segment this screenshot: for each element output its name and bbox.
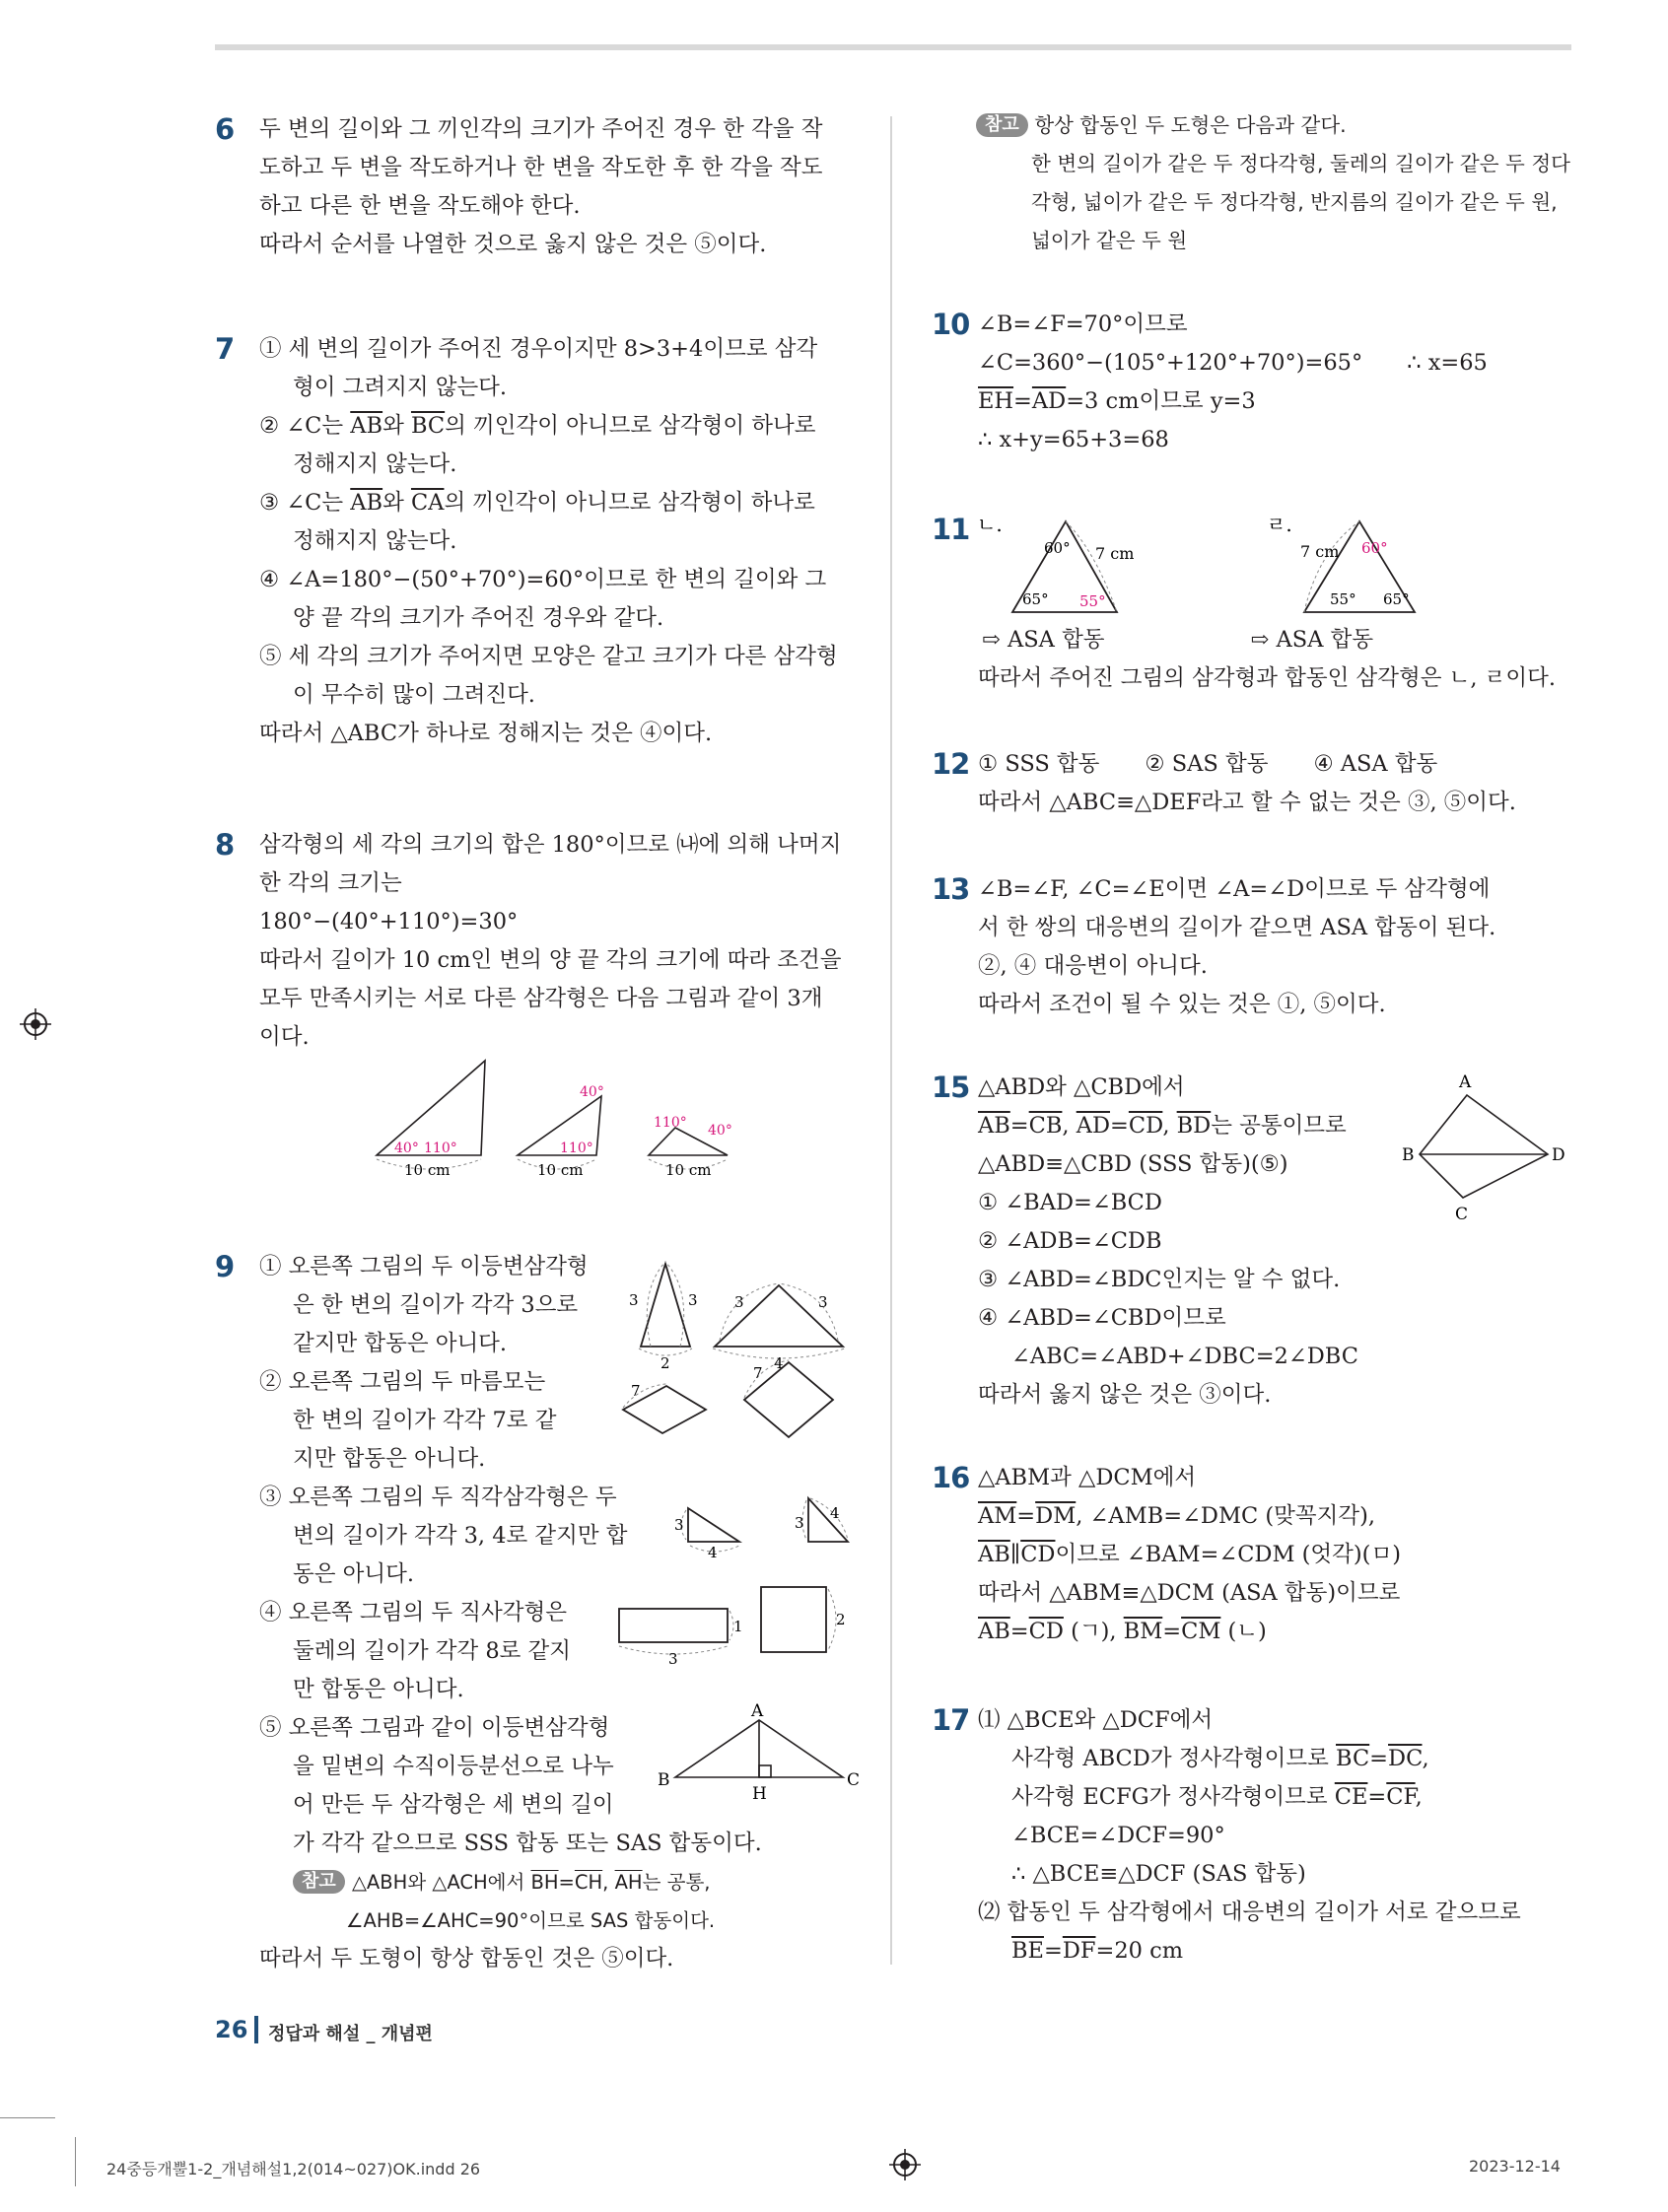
length-label: 2 [836,1611,846,1628]
text-line: 도하고 두 변을 작도하거나 한 변을 작도한 후 한 각을 작도 [259,155,823,180]
length-label: 3 [795,1514,804,1532]
text-line: ④ ∠ABD=∠CBD이므로 [978,1305,1226,1331]
vertex-label: B [1402,1145,1415,1165]
text-line: $\overline{BE}=\overline{DF}=20$ cm [1011,1938,1184,1964]
text-line: 어 만든 두 삼각형은 세 변의 길이 [293,1792,614,1818]
length-label: 10 cm [404,1161,451,1179]
problem-number-10: 10 [932,308,970,341]
vertex-label: C [847,1770,861,1790]
angle-label: 55° [1079,592,1106,610]
text-line: ∠B=∠F, ∠C=∠E이면 ∠A=∠D이므로 두 삼각형에 [978,876,1491,902]
angle-label: 40° [708,1123,732,1139]
vertex-label: C [1455,1205,1469,1224]
text-line: 하고 다른 한 변을 작도해야 한다. [259,193,581,219]
figure-9-shapes [611,1252,858,1666]
text-line: 이 무수히 많이 그려진다. [293,682,535,708]
crop-mark [0,2117,55,2118]
length-label: 4 [708,1544,718,1561]
problem-number-9: 9 [215,1250,235,1283]
vertex-label: H [752,1784,767,1804]
figure-11-triangles [971,508,1425,616]
problem-17 [978,1701,1589,1970]
text-line: △ABM과 △DCM에서 [978,1465,1197,1490]
text-line: ∠BCE=∠DCF=90° [1011,1823,1225,1848]
text-line: 따라서 △ABM≡△DCM (ASA 합동)이므로 [978,1580,1401,1606]
text-line: 지만 합동은 아니다. [293,1446,486,1472]
text-line: 동은 아니다. [293,1561,414,1587]
text-line: $\overline{AB}\parallel\overline{CD}$이므로 ∠BAM=∠CDM (엇각)(ㅁ) [978,1542,1401,1567]
top-rule [215,44,1571,50]
text-line: ① SSS 합동 ② SAS 합동 ④ ASA 합동 [978,751,1438,777]
option-label: ㄴ. [977,513,1003,536]
problem-number-12: 12 [932,747,970,781]
text-line: $\overline{AB}=\overline{CB}$, $\overline{AD}=\overline{CD}$, $\overline{BD}$는 공통이므로 [978,1113,1347,1139]
crop-mark [75,2137,76,2186]
length-label: 3 [688,1291,698,1309]
text-line: 따라서 △ABC가 하나로 정해지는 것은 ④이다. [259,721,713,746]
text-line: $\overline{AB}=\overline{CD}$ (ㄱ), $\overline{BM}=\overline{CM}$ (ㄴ) [978,1619,1267,1644]
text-line: 따라서 두 도형이 항상 합동인 것은 ⑤이다. [259,1946,674,1971]
text-line: 변의 길이가 각각 3, 4로 같지만 합 [293,1523,628,1549]
vertex-label: A [751,1701,764,1721]
note-badge: 참고 [976,113,1028,137]
text-line: 모두 만족시키는 서로 다른 삼각형은 다음 그림과 같이 3개 [259,986,823,1011]
text-line: ⑤ 세 각의 크기가 주어지면 모양은 같고 크기가 다른 삼각형 [259,644,838,669]
angle-label: 40° [580,1084,604,1100]
problem-7 [259,330,861,753]
text-line: 둘레의 길이가 각각 8로 같지 [293,1638,572,1664]
text-line: ① 오른쪽 그림의 두 이등변삼각형 [259,1254,589,1279]
print-slug: 24중등개뿔1-2_개념해설1,2(014~027)OK.indd 26 [106,2160,481,2178]
text-line: ① ∠BAD=∠BCD [978,1190,1162,1215]
problem-16 [978,1459,1589,1651]
text-line: 이다. [259,1024,310,1050]
text-line: 한 변의 길이가 각각 7로 같 [293,1408,557,1433]
text-line: ④ ∠A=180°−(50°+70°)=60°이므로 한 변의 길이와 그 [259,567,827,592]
text-line: 을 밑변의 수직이등분선으로 나누 [293,1754,614,1779]
angle-label: 110° [654,1115,687,1131]
problem-number-7: 7 [215,332,235,366]
length-label: 4 [774,1354,784,1372]
vertex-label: B [658,1770,670,1790]
figure-9-isosceles-ABH [656,1700,863,1809]
text-line: ① 세 변의 길이가 주어진 경우이지만 8>3+4이므로 삼각 [259,336,818,362]
note-line: 참고 항상 합동인 두 도형은 다음과 같다. [976,106,1577,145]
text-line: ⑵ 합동인 두 삼각형에서 대응변의 길이가 서로 같으므로 [978,1900,1521,1925]
angle-label: 40° [394,1141,419,1156]
angle-label: 65° [1022,590,1049,608]
note-line: 넓이가 같은 두 원 [1031,229,1188,252]
text-line: 가 각각 같으므로 SSS 합동 또는 SAS 합동이다. [293,1831,762,1856]
text-line: ∠C=360°−(105°+120°+70°)=65° ∴ x=65 [978,350,1488,376]
text-line: 사각형 ABCD가 정사각형이므로 $\overline{BC}=\overline{DC}$, [1011,1746,1429,1771]
text-line: 한 각의 크기는 [259,870,402,896]
text-line: 서 한 쌍의 대응변의 길이가 같으면 ASA 합동이 된다. [978,915,1496,940]
note-line: ∠AHB=∠AHC=90°이므로 SAS 합동이다. [346,1909,716,1932]
angle-label: 60° [1044,539,1071,557]
angle-label: 55° [1330,590,1356,608]
note-badge: 참고 [293,1870,345,1894]
problem-number-16: 16 [932,1461,970,1494]
length-label: 2 [660,1354,670,1372]
text-line: ∠ABC=∠ABD+∠DBC=2∠DBC [1011,1344,1358,1369]
problem-8 [259,826,861,1057]
note-line: 각형, 넓이가 같은 두 정다각형, 반지름의 길이가 같은 두 원, [1031,190,1558,214]
text-line: 따라서 △ABC≡△DEF라고 할 수 없는 것은 ③, ⑤이다. [978,790,1516,815]
text-line: ④ 오른쪽 그림의 두 직사각형은 [259,1600,567,1625]
problem-number-15: 15 [932,1071,970,1104]
text-line: ②, ④ 대응변이 아니다. [978,953,1208,979]
angle-label: 60° [1361,539,1388,557]
length-label: 3 [668,1650,678,1666]
length-label: 7 cm [1300,542,1340,561]
length-label: 7 cm [1095,544,1135,563]
length-label: 3 [734,1293,744,1311]
text-line: ② ∠C는 $\overline{AB}$와 $\overline{BC}$의 끼인각이 아니므로 삼각형이 하나로 [259,413,816,439]
length-label: 4 [830,1504,840,1522]
text-line: ② 오른쪽 그림의 두 마름모는 [259,1369,546,1395]
text-line: 따라서 길이가 10 cm인 변의 양 끝 각의 크기에 따라 조건을 [259,947,842,973]
problem-number-11: 11 [932,513,970,546]
length-label: 3 [629,1291,639,1309]
page-number: 26 [215,2016,248,2043]
length-label: 1 [733,1618,743,1635]
text-line: 같지만 합동은 아니다. [293,1331,508,1356]
text-line: ③ ∠C는 $\overline{AB}$와 $\overline{CA}$의 끼인각이 아니므로 삼각형이 하나로 [259,490,815,516]
figure-8-triangles [365,1053,759,1181]
text-line: 따라서 주어진 그림의 삼각형과 합동인 삼각형은 ㄴ, ㄹ이다. [978,665,1557,691]
text-line: ② ∠ADB=∠CDB [978,1228,1162,1254]
text-line: 형이 그려지지 않는다. [293,375,508,400]
problem-13 [978,870,1589,1024]
problem-number-13: 13 [932,872,970,906]
text-line: △ABD와 △CBD에서 [978,1074,1185,1100]
option-label: ㄹ. [1267,513,1292,536]
figure-15-kite [1400,1070,1577,1232]
text-line: ∴ △BCE≡△DCF (SAS 합동) [1011,1861,1306,1887]
footer-divider [254,2016,258,2043]
footer-title: 정답과 해설 _ 개념편 [268,2024,433,2044]
problem-10 [978,306,1589,459]
column-divider [890,116,892,1965]
registration-mark-icon [20,1008,51,1040]
text-line: 삼각형의 세 각의 크기의 합은 180°이므로 ㈏에 의해 나머지 [259,832,842,858]
text-line: ⑤ 오른쪽 그림과 같이 이등변삼각형 [259,1715,610,1741]
note-line: 한 변의 길이가 같은 두 정다각형, 둘레의 길이가 같은 두 정다 [1031,152,1570,175]
problem-number-17: 17 [932,1703,970,1737]
reference-note [976,106,1577,260]
text-line: 은 한 변의 길이가 각각 3으로 [293,1292,579,1318]
text-line: 따라서 순서를 나열한 것으로 옳지 않은 것은 ⑤이다. [259,232,767,257]
text-line: ③ ∠ABD=∠BDC인지는 알 수 없다. [978,1267,1341,1292]
problem-number-8: 8 [215,828,235,862]
text-line: ∴ x+y=65+3=68 [978,427,1169,452]
problem-number-6: 6 [215,112,235,146]
problem-12 [978,745,1589,822]
length-label: 7 [631,1382,641,1400]
length-label: 10 cm [665,1161,712,1179]
text-line: 따라서 조건이 될 수 있는 것은 ①, ⑤이다. [978,992,1386,1017]
angle-label: 110° [560,1141,593,1156]
length-label: 10 cm [537,1161,584,1179]
registration-mark-icon [889,2149,921,2180]
angle-label: 110° [424,1141,457,1156]
vertex-label: A [1459,1072,1472,1092]
text-line: 사각형 ECFG가 정사각형이므로 $\overline{CE}=\overline{CF}$, [1011,1784,1423,1810]
problem-6 [259,110,861,264]
text-line: △ABD≡△CBD (SSS 합동)(⑤) [978,1151,1288,1177]
text-line: 양 끝 각의 크기가 주어진 경우와 같다. [293,605,664,631]
text-line: 180°−(40°+110°)=30° [259,909,519,934]
length-label: 3 [818,1293,828,1311]
text-line: $\overline{EH}=\overline{AD}=3$ cm이므로 y=3 [978,388,1256,414]
vertex-label: D [1552,1145,1565,1165]
text-line: 만 합동은 아니다. [293,1677,464,1702]
length-label: 3 [674,1516,684,1534]
text-line: $\overline{AM}=\overline{DM}$, ∠AMB=∠DMC (맞꼭지각), [978,1503,1376,1529]
text-line: ⇨ ASA 합동 ⇨ ASA 합동 [982,627,1374,653]
text-line: ③ 오른쪽 그림의 두 직각삼각형은 두 [259,1485,617,1510]
text-line: 정해지지 않는다. [293,451,457,477]
angle-label: 65° [1383,590,1410,608]
print-date: 2023-12-14 [1469,2157,1561,2176]
length-label: 7 [753,1364,763,1382]
text-line: ⑴ △BCE와 △DCF에서 [978,1707,1214,1733]
text-line: 따라서 옳지 않은 것은 ③이다. [978,1382,1272,1408]
note-line: 참고 △ABH와 △ACH에서 $\overline{BH}=\overline{CH}$, $\overline{AH}$는 공통, [259,1863,870,1901]
text-line: ∠B=∠F=70°이므로 [978,311,1188,337]
text-line: 정해지지 않는다. [293,528,457,554]
problem-11 [978,621,1589,698]
text-line: 두 변의 길이와 그 끼인각의 크기가 주어진 경우 한 각을 작 [259,116,823,142]
